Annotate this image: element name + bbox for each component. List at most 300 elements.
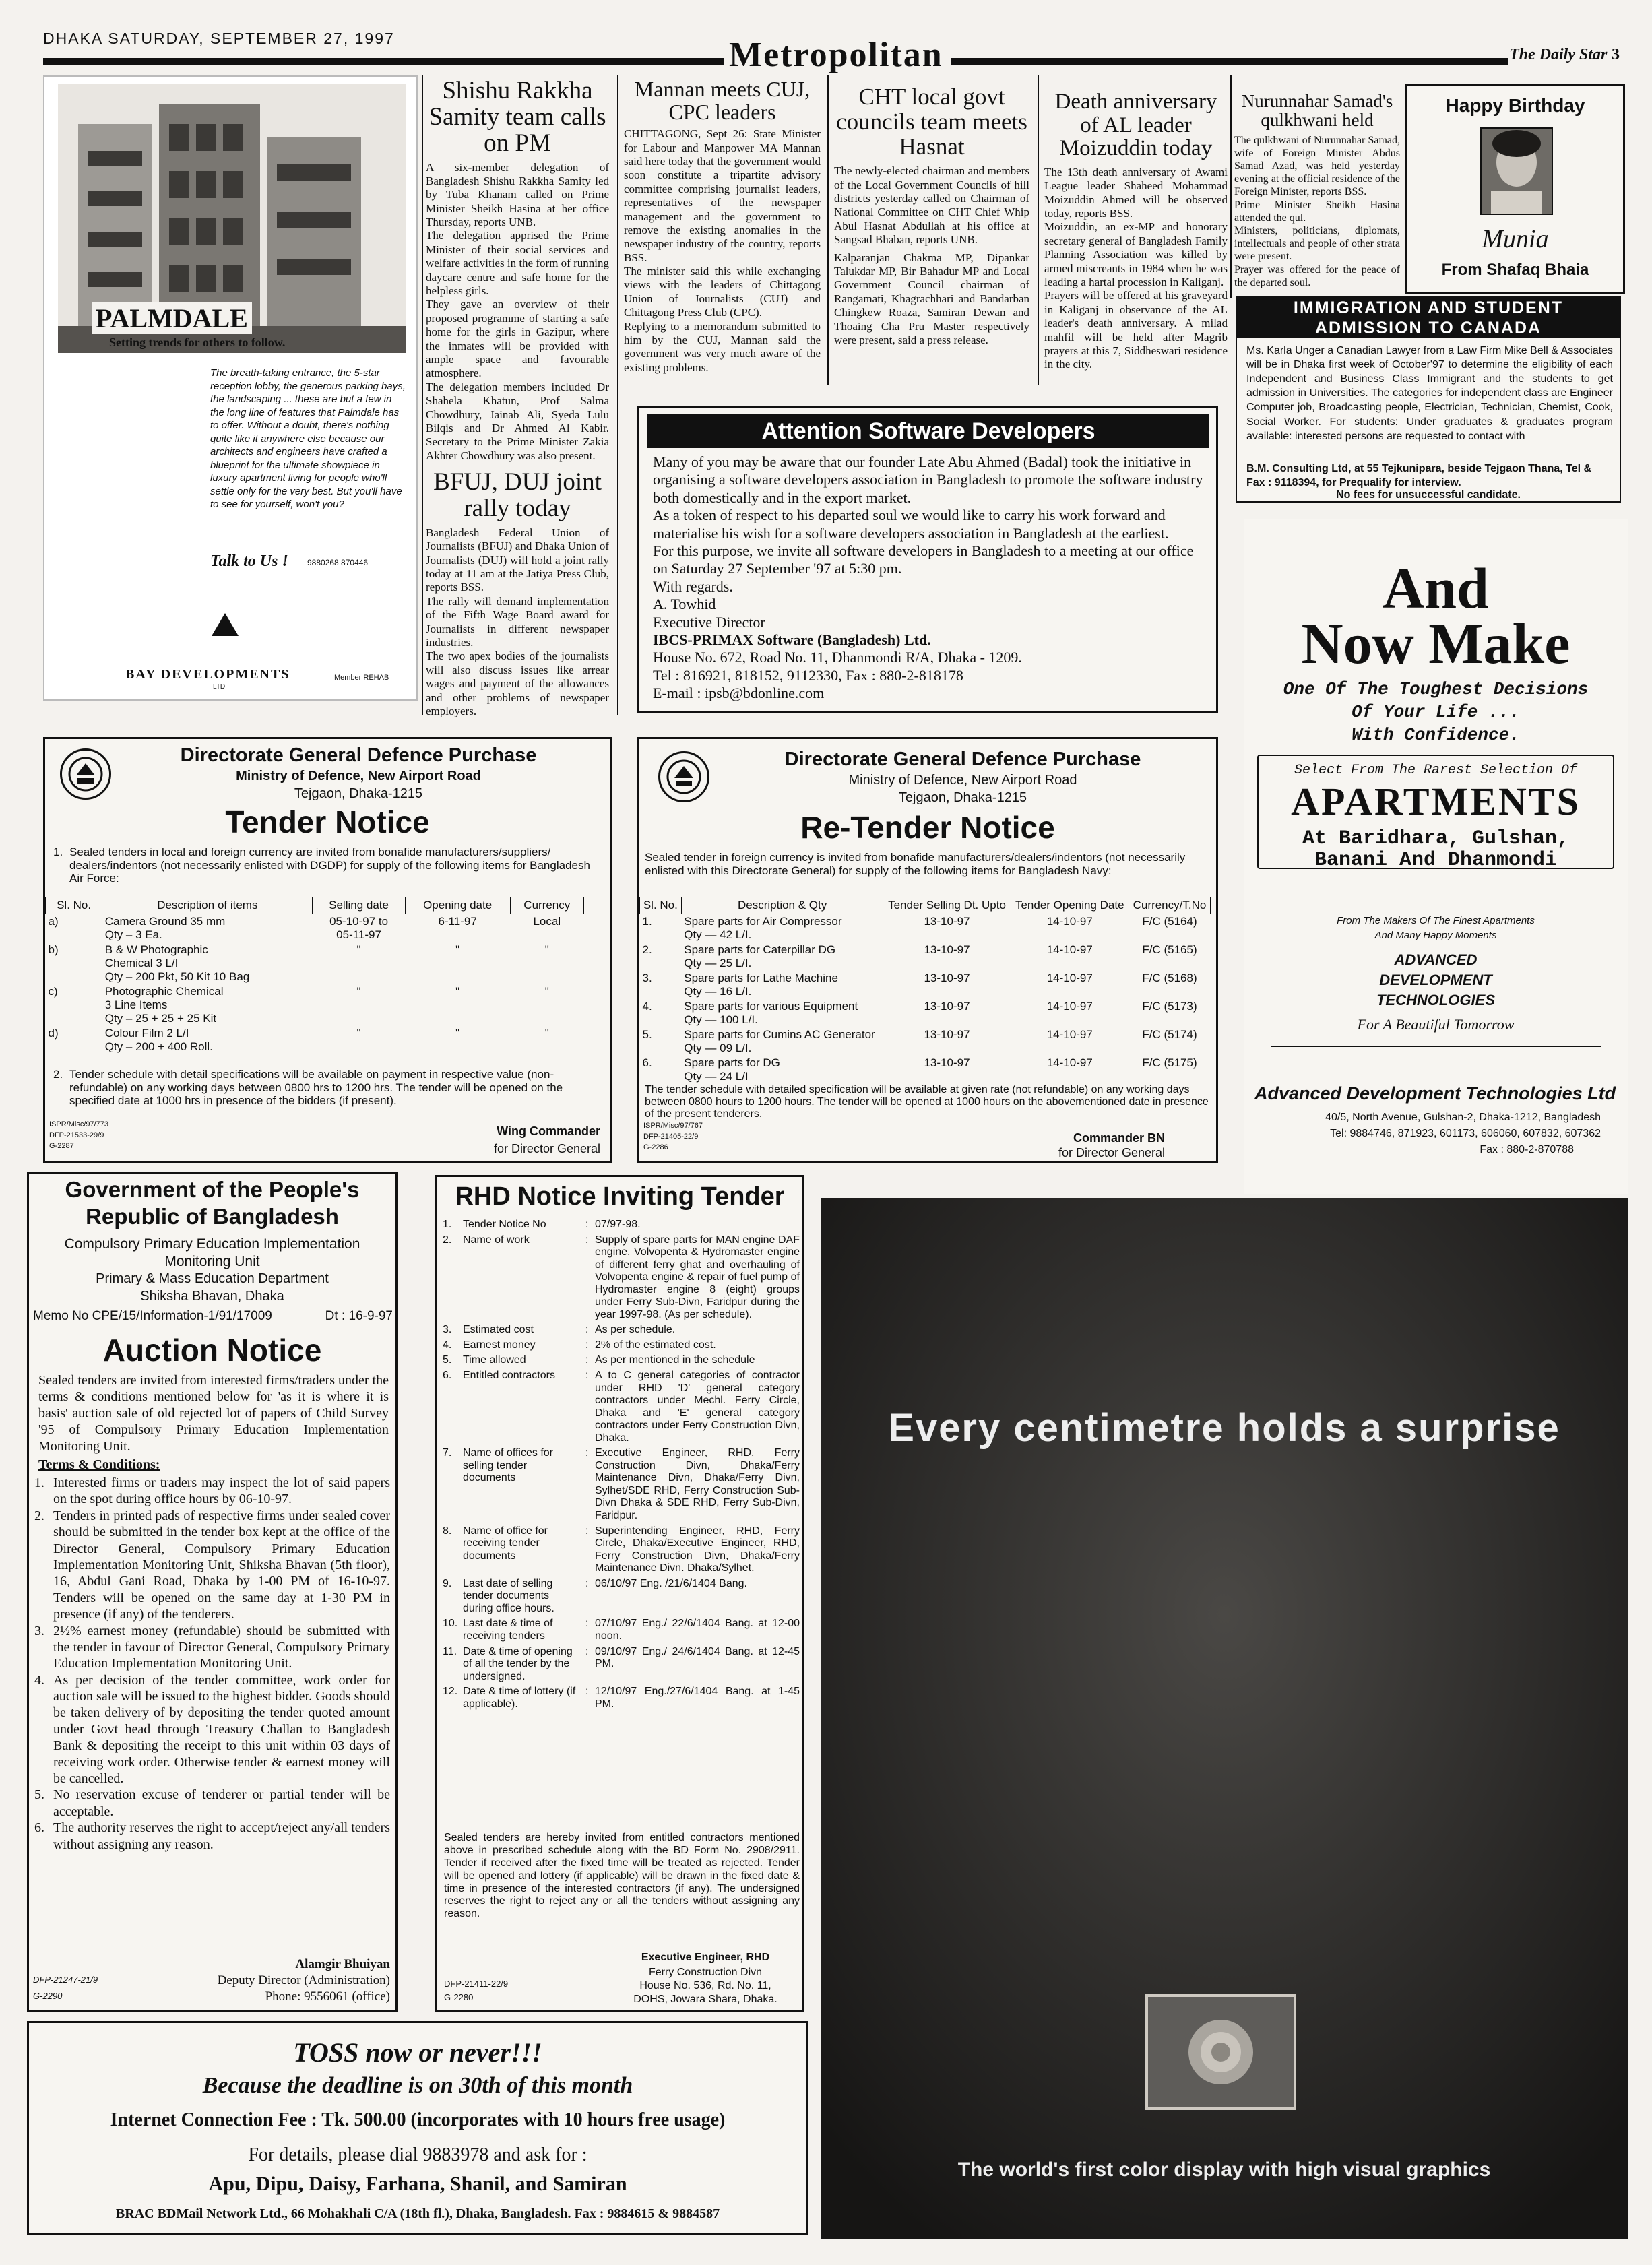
birthday-name: Munia bbox=[1482, 225, 1549, 253]
rhd-row-colon: : bbox=[585, 1618, 589, 1630]
toss-fee: Internet Connection Fee : Tk. 500.00 (incorporates with 10 hours free usage) bbox=[110, 2109, 726, 2130]
toss-title: TOSS now or never!!! bbox=[293, 2037, 542, 2068]
member-rehab: Member REHAB bbox=[334, 674, 389, 682]
apartments-at2: Banani And Dhanmondi bbox=[1314, 849, 1558, 872]
rhd-row-colon: : bbox=[585, 1324, 589, 1336]
rhd-row-colon: : bbox=[585, 1447, 589, 1459]
nurunnahar-headline: Nurunnahar Samad's qulkhwani held bbox=[1241, 91, 1393, 131]
flower-icon bbox=[1148, 1997, 1294, 2107]
bfuj-p3: The two apex bodies of the journalists will also discuss issues like arrear wages and payment of the allowances and other problems of newspaper employers. bbox=[426, 649, 609, 717]
tender1-cell: " bbox=[544, 943, 549, 956]
tender1-row bbox=[46, 1026, 584, 1054]
rhd-row-value: As per schedule. bbox=[595, 1324, 676, 1336]
bfuj-p1: Bangladesh Federal Union of Journalists (BFUJ) and Dhaka Union of Journalists (DUJ) will hold a joint rally today at 11 am at the Jatiya Press Club, reports BSS. bbox=[426, 525, 609, 594]
rhd-row-number: 8. bbox=[443, 1525, 452, 1537]
tender1-cell: " bbox=[455, 985, 460, 998]
rhd-ref2: G-2280 bbox=[444, 1992, 474, 2002]
attention-banner: Attention Software Developers bbox=[647, 414, 1209, 448]
tender2-note: The tender schedule with detailed specification will be available at given rate (not refundable) on any working days between 0800 hours to 1200 hours. The tender will be opened at 1000 hours on the abovementioned date in presence of the present tenderers. bbox=[645, 1084, 1209, 1120]
tender1-sign1: Wing Commander bbox=[497, 1124, 600, 1138]
rhd-row-colon: : bbox=[585, 1339, 589, 1351]
tender2-col-header: Tender Opening Date bbox=[1011, 897, 1129, 914]
auction-gov2: Republic of Bangladesh bbox=[86, 1204, 339, 1229]
rhd-row-number: 10. bbox=[443, 1618, 458, 1630]
mannan-headline: Mannan meets CUJ, CPC leaders bbox=[634, 77, 811, 124]
rhd-row bbox=[443, 1618, 800, 1642]
bfuj-headline: BFUJ, DUJ joint rally today bbox=[433, 468, 602, 522]
auction-term bbox=[34, 1508, 390, 1623]
attention-body bbox=[653, 453, 1208, 702]
tender2-cell: 14-10-97 bbox=[1046, 915, 1093, 928]
tender2-cell: 3. bbox=[642, 971, 652, 984]
tender1-notice bbox=[43, 737, 612, 1163]
tender1-cell: " bbox=[455, 943, 460, 956]
rhd-row-key: Last date & time of receiving tenders bbox=[463, 1618, 553, 1642]
tender1-cell: B & W Photographic Chemical 3 L/I Qty – 200 Pkt, 50 Kit 10 Bag bbox=[104, 943, 250, 983]
auction-term bbox=[34, 1820, 390, 1853]
tender1-cell: " bbox=[544, 985, 549, 998]
attention-p1: Many of you may be aware that our founder Late Abu Ahmed (Badal) took the initiative in organising a software developers association in Bangladesh to promote the software industry both domestically and in the export market. bbox=[653, 453, 1203, 506]
tender2-intro: Sealed tender in foreign currency is invited from bonafide manufacturers/dealers/indentors (not necessarily enlisted with this Directorate General) for supply of the following items for Bangladesh Navy: bbox=[645, 851, 1186, 877]
tender2-cell: 1. bbox=[642, 915, 652, 928]
tender1-intro: Sealed tenders in local and foreign currency are invited from bonafide manufacturers/suppliers/ dealers/indentors (not necessarily enlisted with DGDP) for supply of the following items for Bangladesh Air Force: bbox=[69, 846, 590, 885]
rhd-row-value: A to C general categories of contractor under RHD 'D' general category contractors under Mechl. Ferry Circle, Dhaka and 'E' general category contractors under Ferry Construction Divn, Dhaka. bbox=[595, 1370, 800, 1444]
adt-company: Advanced Development Technologies Ltd bbox=[1254, 1083, 1616, 1104]
auction-term-text: As per decision of the tender committee, work order for auction sale will be issued to the highest bidder. Goods should be taken delivery of by depositing the tender quoted amount under Govt head through Treasury Challan to Bangladesh Bank & depositing the receipt to this unit within 03 days of receiving work order. Otherwise tender & earnest money will be cancelled. bbox=[53, 1672, 390, 1787]
nurunnahar-p2: Prime Minister Sheikh Hasina attended the qul. bbox=[1234, 199, 1400, 224]
adt-line3: TECHNOLOGIES bbox=[1376, 992, 1495, 1009]
article-cht bbox=[834, 85, 1029, 347]
attention-title: Executive Director bbox=[653, 613, 765, 631]
cht-headline: CHT local govt councils team meets Hasnat bbox=[836, 84, 1027, 160]
rhd-sign3: House No. 536, Rd. No. 11, bbox=[639, 1980, 771, 1991]
apartments-nowmake: Now Make bbox=[1301, 611, 1570, 676]
tender2-cell: Spare parts for Caterpillar DG Qty — 25 L/I. bbox=[684, 943, 836, 969]
tender2-col-header: Tender Selling Dt. Upto bbox=[883, 897, 1011, 914]
attention-email: E-mail : ipsb@bdonline.com bbox=[653, 684, 825, 702]
masthead bbox=[0, 0, 1652, 74]
tender2-cell: 6. bbox=[642, 1056, 652, 1069]
rhd-row-number: 11. bbox=[443, 1645, 457, 1657]
tender1-ministry: Ministry of Defence, New Airport Road bbox=[236, 769, 481, 784]
auction-term bbox=[34, 1475, 390, 1508]
rhd-row bbox=[443, 1234, 800, 1322]
tender2-ref1: ISPR/Misc/97/767 bbox=[643, 1122, 703, 1130]
rhd-title: RHD Notice Inviting Tender bbox=[455, 1182, 785, 1211]
auction-sign-phone: Phone: 9556061 (office) bbox=[265, 1989, 390, 2004]
attention-p3: For this purpose, we invite all software developers in Bangladesh to a meeting at our office on Saturday 27 September '97 at 5:30 pm. bbox=[653, 542, 1194, 577]
tender1-cell: c) bbox=[48, 985, 58, 998]
auction-term-number: 6. bbox=[34, 1820, 44, 1836]
auction-title: Auction Notice bbox=[102, 1333, 322, 1368]
attention-ad bbox=[637, 406, 1218, 713]
section-title: Metropolitan bbox=[729, 36, 943, 74]
mannan-p1: CHITTAGONG, Sept 26: State Minister for Labour and Manpower MA Mannan said here today that the government would soon constitute a tripartite advisory committee comprising journalist leaders, representatives of the newspaper management and the government to remove the existing anomalies in the newspaper industry of the country, reports BSS. bbox=[624, 127, 821, 264]
rhd-row-colon: : bbox=[585, 1525, 589, 1537]
article-mannan bbox=[624, 78, 821, 375]
rhd-row-number: 6. bbox=[443, 1370, 452, 1382]
apartments-line4: Of Your Life ... bbox=[1352, 702, 1520, 722]
tender2-cell: 4. bbox=[642, 1000, 652, 1013]
death-p2: Moizuddin, an ex-MP and honorary secretary general of Bangladesh Family Planning Association was killed by armed miscreants in 1984 when he was leading a hartal procession in Kaliganj. bbox=[1044, 220, 1228, 289]
tender2-table bbox=[639, 897, 1211, 1084]
dateline: DHAKA SATURDAY, SEPTEMBER 27, 1997 bbox=[43, 30, 395, 47]
rhd-row-colon: : bbox=[585, 1645, 589, 1657]
tender1-col-header: Opening date bbox=[405, 897, 510, 914]
tender2-cell: 14-10-97 bbox=[1046, 943, 1093, 956]
tender2-cell: 13-10-97 bbox=[924, 1056, 970, 1069]
toss-company: BRAC BDMail Network Ltd., 66 Mohakhali C/A (18th fl.), Dhaka, Bangladesh. Fax : 9884615 & 9884587 bbox=[115, 2206, 720, 2221]
rhd-row bbox=[443, 1447, 800, 1522]
rhd-row-value: 07/97-98. bbox=[595, 1219, 641, 1230]
rhd-row-number: 9. bbox=[443, 1577, 452, 1589]
rhd-row-number: 2. bbox=[443, 1234, 452, 1246]
adt-tagline: For A Beautiful Tomorrow bbox=[1357, 1016, 1515, 1033]
attention-p2: As a token of respect to his departed soul we would like to carry his work forward and materialise his wish for a software developers association in Bangladesh at the earliest. bbox=[653, 507, 1169, 542]
tender2-cell: 13-10-97 bbox=[924, 943, 970, 956]
palmdale-talk: Talk to Us ! bbox=[210, 552, 288, 570]
tender2-row bbox=[640, 914, 1211, 943]
apartments-makers2: And Many Happy Moments bbox=[1374, 930, 1497, 941]
immigration-ad bbox=[1236, 296, 1621, 503]
tender2-table-header bbox=[640, 897, 1211, 914]
auction-term bbox=[34, 1787, 390, 1820]
tender2-cell: 14-10-97 bbox=[1046, 1000, 1093, 1013]
tender1-cell: 05-10-97 to 05-11-97 bbox=[329, 915, 389, 941]
tender2-cell: 13-10-97 bbox=[924, 1028, 970, 1041]
auction-unit2: Monitoring Unit bbox=[164, 1254, 260, 1269]
mannan-p3: Replying to a memorandum submitted to him by the CUJ, Mannan said the government was very much aware of the existing problems. bbox=[624, 319, 821, 374]
tender2-cell: F/C (5165) bbox=[1142, 943, 1197, 956]
tender1-cell: Local bbox=[533, 915, 561, 928]
tender1-cell: " bbox=[356, 1027, 361, 1040]
rhd-sign1: Executive Engineer, RHD bbox=[641, 1952, 770, 1963]
rhd-row-colon: : bbox=[585, 1234, 589, 1246]
adt-line2: DEVELOPMENT bbox=[1379, 971, 1492, 988]
masthead-rule-left bbox=[43, 58, 724, 65]
nurunnahar-p3: Ministers, politicians, diplomats, intellectuals and people of other strata were present. bbox=[1234, 225, 1400, 263]
rhd-row-key: Earnest money bbox=[463, 1339, 536, 1351]
display-footer: The world's first color display with high visual graphics bbox=[957, 2159, 1491, 2181]
auction-term-text: Tenders in printed pads of respective firms under sealed cover should be submitted in the tender box kept at the office of the Director General, Compulsory Primary Education Implementation Monitoring Unit, Shiksha Bhavan (5th floor), 16, Abdul Gani Road, Dhaka by 1-00 PM of 16-10-97. Tenders will be opened on the same day at 1-30 PM in presence (if any) of the tenderers. bbox=[53, 1508, 390, 1622]
attention-company: IBCS-PRIMAX Software (Bangladesh) Ltd. bbox=[653, 631, 931, 648]
mannan-p2: The minister said this while exchanging views with the leaders of Chittagong Union of Journalists (CUJ) and Chittagong Press Club (CPC). bbox=[624, 265, 821, 319]
tender1-note: Tender schedule with detail specifications will be available on payment in respective value (non-refundable) on any working days between 0800 hrs to 1200 hrs. The tender will be opened on the specified date at 1000 hrs in presence of the bidders (if present). bbox=[69, 1068, 563, 1108]
birthday-title: Happy Birthday bbox=[1445, 95, 1585, 116]
tender2-ref3: G-2286 bbox=[643, 1143, 668, 1151]
tender1-ref2: DFP-21533-29/9 bbox=[49, 1131, 104, 1139]
tender1-row bbox=[46, 943, 584, 984]
tender2-title: Re-Tender Notice bbox=[800, 810, 1055, 845]
rhd-row-key: Entitled contractors bbox=[463, 1370, 555, 1382]
palmdale-text: The breath-taking entrance, the 5-star reception lobby, the generous parking bays, the landscaping ... these are but a few in the long line of features that Palmdale has to offer. Without a doubt, there's nothing quite like it anywhere else because our architects and engineers have crafted a blueprint for the ultimate showpiece in luxury apartment living for people who'll settle only for the very best. But you'll have to see for yourself, won't you? bbox=[210, 367, 406, 510]
tender2-cell: Spare parts for DG Qty — 24 L/I bbox=[684, 1056, 780, 1083]
tender1-cell: " bbox=[356, 985, 361, 998]
tender2-col-header: Currency/T.No bbox=[1129, 897, 1210, 914]
apartments-at1: At Baridhara, Gulshan, bbox=[1302, 827, 1570, 850]
tender1-cell: 6-11-97 bbox=[438, 915, 477, 928]
adt-tel: Tel: 9884746, 871923, 601173, 606060, 607832, 607362 bbox=[1330, 1128, 1601, 1139]
col-rule-2 bbox=[617, 75, 618, 715]
birthday-ad bbox=[1405, 84, 1625, 294]
auction-term bbox=[34, 1672, 390, 1787]
tender1-cell: Camera Ground 35 mm Qty – 3 Ea. bbox=[104, 915, 226, 941]
tender2-cell: F/C (5175) bbox=[1142, 1056, 1197, 1069]
tender1-cell: a) bbox=[48, 915, 59, 928]
auction-term-text: 2½% earnest money (refundable) should be submitted with the tender in favour of Director General, Compulsory Primary Education Implementation Monitoring Unit. bbox=[53, 1623, 390, 1671]
tender1-note-num: 2. bbox=[53, 1068, 63, 1081]
shishu-p2: The delegation apprised the Prime Minister of their social services and welfare activities in the form of running daycare centre and safe home for the helpless girls. bbox=[426, 229, 609, 298]
rhd-row-value: Supply of spare parts for MAN engine DAF engine, Volvopenta & Hydromaster engine of different ferry ghat and overhauling of Volvopenta engine & repair of fuel pump of Hydromaster engine 8 (eight) groups under Ferry Sub-Divn, Faridpur during the year 1997-98. (As per schedule). bbox=[595, 1234, 800, 1320]
auction-term bbox=[34, 1623, 390, 1672]
rhd-row-colon: : bbox=[585, 1219, 589, 1230]
rhd-notice bbox=[435, 1175, 804, 2012]
apartments-line3: One Of The Toughest Decisions bbox=[1283, 679, 1589, 699]
tender1-table-body bbox=[46, 914, 584, 1055]
attention-address: House No. 672, Road No. 11, Dhanmondi R/A, Dhaka - 1209. bbox=[653, 649, 1022, 666]
col-rule-3 bbox=[827, 75, 829, 385]
apartments-and: And bbox=[1383, 556, 1489, 620]
rhd-row-value: As per mentioned in the schedule bbox=[595, 1354, 755, 1366]
tender2-sign1: Commander BN bbox=[1073, 1131, 1165, 1145]
rhd-row-key: Name of offices for selling tender documents bbox=[463, 1447, 553, 1484]
tender2-cell: 13-10-97 bbox=[924, 915, 970, 928]
tender1-ref1: ISPR/Misc/97/773 bbox=[49, 1120, 109, 1128]
shishu-headline: Shishu Rakkha Samity team calls on PM bbox=[428, 77, 606, 157]
tender2-crest-icon bbox=[658, 751, 709, 802]
bay-ltd: LTD bbox=[213, 683, 226, 691]
auction-notice bbox=[27, 1172, 398, 2012]
tender2-table-wrap bbox=[639, 897, 1211, 1084]
tender2-cell: Spare parts for Air Compressor Qty — 42 L/I. bbox=[684, 915, 842, 941]
tender2-cell: Spare parts for Cumins AC Generator Qty — 09 L/I. bbox=[684, 1028, 875, 1054]
article-shishu bbox=[426, 78, 609, 718]
rhd-row-key: Tender Notice No bbox=[463, 1219, 546, 1230]
bay-developments: BAY DEVELOPMENTS bbox=[125, 667, 290, 682]
apartments-panel bbox=[1257, 755, 1614, 872]
auction-term-text: No reservation excuse of tenderer or partial tender will be acceptable. bbox=[53, 1787, 390, 1819]
rhd-row bbox=[443, 1578, 800, 1616]
tender2-col-header: Sl. No. bbox=[640, 897, 682, 914]
toss-details: For details, please dial 9883978 and ask for : bbox=[248, 2144, 587, 2165]
rhd-row bbox=[443, 1525, 800, 1575]
rhd-row-key: Last date of selling tender documents during office hours. bbox=[463, 1577, 554, 1614]
rhd-row-key: Estimated cost bbox=[463, 1324, 534, 1336]
auction-term-number: 2. bbox=[34, 1508, 44, 1523]
tender2-col-header: Description & Qty bbox=[681, 897, 883, 914]
auction-terms-title: Terms & Conditions: bbox=[38, 1457, 160, 1472]
article-death bbox=[1044, 90, 1228, 372]
tender2-row bbox=[640, 971, 1211, 999]
birthday-from: From Shafaq Bhaia bbox=[1441, 261, 1589, 279]
apartments-word: APARTMENTS bbox=[1291, 779, 1581, 823]
auction-term-text: Interested firms or traders may inspect the lot of said papers on the spot during office hours by 06-10-97. bbox=[53, 1475, 390, 1507]
rhd-row-value: 09/10/97 Eng./ 24/6/1404 Bang. at 12-45 PM. bbox=[595, 1645, 800, 1670]
rhd-row-number: 7. bbox=[443, 1447, 452, 1459]
tender2-table-body bbox=[640, 914, 1211, 1085]
tender1-ref3: G-2287 bbox=[49, 1142, 74, 1150]
tender2-row bbox=[640, 943, 1211, 971]
tender2-cell: 5. bbox=[642, 1028, 652, 1041]
rhd-row-number: 4. bbox=[443, 1339, 452, 1351]
rhd-row-colon: : bbox=[585, 1577, 589, 1589]
rhd-row bbox=[443, 1686, 800, 1711]
rhd-rows bbox=[443, 1219, 800, 1713]
tender2-ministry: Ministry of Defence, New Airport Road bbox=[848, 773, 1077, 788]
col-rule-1 bbox=[422, 75, 423, 715]
tender2-cell: F/C (5173) bbox=[1142, 1000, 1197, 1013]
display-ad bbox=[821, 1198, 1628, 2239]
tender1-cell: " bbox=[356, 943, 361, 956]
portrait-icon bbox=[1482, 129, 1552, 214]
tender2-cell: Spare parts for Lathe Machine Qty — 16 L/I. bbox=[684, 971, 838, 998]
rhd-row-value: 2% of the estimated cost. bbox=[595, 1339, 716, 1351]
apartments-makers1: From The Makers Of The Finest Apartments bbox=[1337, 915, 1535, 926]
tender1-crest-icon bbox=[60, 748, 111, 800]
rhd-row-key: Date & time of opening of all the tender by the undersigned. bbox=[463, 1645, 573, 1682]
tender2-place: Tejgaon, Dhaka-1215 bbox=[898, 790, 1027, 805]
page-number: 3 bbox=[1612, 46, 1620, 63]
rhd-row-value: 12/10/97 Eng./27/6/1404 Bang. at 1-45 PM. bbox=[595, 1686, 800, 1710]
rhd-row bbox=[443, 1219, 800, 1232]
tender2-notice bbox=[637, 737, 1218, 1163]
auction-term-number: 3. bbox=[34, 1623, 44, 1638]
tender1-row bbox=[46, 984, 584, 1026]
tender2-cell: 14-10-97 bbox=[1046, 1056, 1093, 1069]
palmdale-phones: 9880268 870446 bbox=[307, 558, 369, 567]
tender2-org: Directorate General Defence Purchase bbox=[784, 748, 1141, 770]
auction-gov1: Government of the People's bbox=[65, 1177, 360, 1202]
apartments-line5: With Confidence. bbox=[1352, 725, 1520, 745]
tender1-col-header: Sl. No. bbox=[46, 897, 102, 914]
tender1-intro-num: 1. bbox=[53, 846, 63, 858]
tender1-row bbox=[46, 914, 584, 943]
auction-unit3: Primary & Mass Education Department bbox=[96, 1271, 329, 1286]
rhd-row-number: 1. bbox=[443, 1219, 452, 1230]
apartments-ad bbox=[1244, 519, 1628, 1194]
tender1-cell: d) bbox=[48, 1027, 59, 1040]
tender1-col-header: Description of items bbox=[102, 897, 313, 914]
rhd-row-key: Date & time of lottery (if applicable). bbox=[463, 1686, 576, 1710]
tender1-cell: Photographic Chemical 3 Line Items Qty – 25 + 25 + 25 Kit bbox=[104, 985, 224, 1025]
death-p1: The 13th death anniversary of Awami League leader Shaheed Mohammad Moizuddin Ahmed will be observed today, reports BSS. bbox=[1044, 165, 1228, 220]
auction-sign-title: Deputy Director (Administration) bbox=[217, 1973, 390, 1987]
auction-ref1: DFP-21247-21/9 bbox=[33, 1975, 98, 1985]
toss-ad bbox=[27, 2021, 808, 2235]
rhd-row-colon: : bbox=[585, 1686, 589, 1698]
paper-name: The Daily Star bbox=[1509, 46, 1608, 63]
tender2-row bbox=[640, 999, 1211, 1027]
tender1-table-wrap bbox=[45, 897, 584, 1054]
tender2-row bbox=[640, 1027, 1211, 1056]
rhd-row-value: 07/10/97 Eng./ 22/6/1404 Bang. at 12-00 noon. bbox=[595, 1618, 800, 1642]
rhd-row-value: Superintending Engineer, RHD, Ferry Circle, Dhaka/Executive Engineer, RHD, Ferry Construction Divn, Dhaka/Ferry Maintenance Divn. Dhaka/Sylhet. bbox=[595, 1525, 800, 1574]
immigration-title-2: ADMISSION TO CANADA bbox=[1314, 319, 1542, 338]
rhd-row-key: Name of work bbox=[463, 1234, 530, 1246]
auction-sign-name: Alamgir Bhuiyan bbox=[295, 1957, 390, 1971]
tender2-ref2: DFP-21405-22/9 bbox=[643, 1132, 699, 1141]
tender2-cell: 13-10-97 bbox=[924, 1000, 970, 1013]
shishu-p3: They gave an overview of their proposed programme of starting a safe home for the girls in Gazipur, where the inmates will be provided with ample space and favourable atmosphere. bbox=[426, 298, 609, 380]
palmdale-tagline: Setting trends for others to follow. bbox=[109, 336, 286, 349]
display-screen bbox=[1145, 1994, 1296, 2110]
auction-date: Dt : 16-9-97 bbox=[325, 1309, 393, 1323]
rhd-row-value: 06/10/97 Eng. /21/6/1404 Bang. bbox=[595, 1577, 747, 1589]
immigration-title-1: IMMIGRATION AND STUDENT bbox=[1293, 298, 1564, 317]
adt-address: 40/5, North Avenue, Gulshan-2, Dhaka-1212, Bangladesh bbox=[1325, 1112, 1601, 1123]
tender1-place: Tejgaon, Dhaka-1215 bbox=[294, 786, 423, 801]
tender2-cell: Spare parts for various Equipment Qty — 100 L/I. bbox=[684, 1000, 858, 1026]
tender1-title: Tender Notice bbox=[225, 804, 430, 839]
rhd-sign4: DOHS, Jowara Shara, Dhaka. bbox=[633, 1993, 777, 2005]
col-rule-5 bbox=[1230, 75, 1232, 298]
attention-tel: Tel : 816921, 818152, 9112330, Fax : 880-2-818178 bbox=[653, 666, 963, 684]
immigration-body: Ms. Karla Unger a Canadian Lawyer from a Law Firm Mike Bell & Associates will be in Dhaka first week of October'97 to determine the eligibility of each Independent and Business Class Immigrant and the students to get admission in Universities. The categories for independent class are Engineer Computer job, Broadcasting people, Electrician, Technician, Chemist, Cook, Social Worker. For students: Under graduates & graduates program available: interested persons are requested to contact with bbox=[1246, 345, 1613, 442]
tender1-cell: Colour Film 2 L/I Qty – 200 + 400 Roll. bbox=[104, 1027, 213, 1053]
rhd-sign2: Ferry Construction Divn bbox=[648, 1967, 763, 1978]
rhd-row bbox=[443, 1370, 800, 1444]
tender2-sign2: for Director General bbox=[1058, 1146, 1165, 1159]
display-headline: Every centimetre holds a surprise bbox=[888, 1406, 1560, 1450]
immigration-contact: B.M. Consulting Ltd, at 55 Tejkunipara, beside Tejgaon Thana, Tel & Fax : 9118394, for Prequalify for interview. bbox=[1246, 463, 1592, 488]
rhd-row-colon: : bbox=[585, 1354, 589, 1366]
tender2-cell: F/C (5168) bbox=[1142, 971, 1197, 984]
nurunnahar-p4: Prayer was offered for the peace of the departed soul. bbox=[1234, 263, 1400, 288]
bay-logo-icon bbox=[212, 613, 239, 636]
auction-intro: Sealed tenders are invited from interested firms/traders under the terms & conditions mentioned below for 'as it is where it is basis' auction sale of old rejected lot of papers of Child Survey '95 of Compulsory Primary Education Implementation Monitoring Unit. bbox=[38, 1373, 389, 1454]
bfuj-p2: The rally will demand implementation of the Fifth Wage Board award for Journalists in different newspaper industries. bbox=[426, 594, 609, 649]
cht-p1: The newly-elected chairman and members of the Local Government Councils of hill districts yesterday called on Chairman of National Committee on CHT Chief Whip Abul Hasnat Abdullah at his office at Sangsad Bhaban, reports UNB. bbox=[834, 164, 1029, 247]
adt-line1: ADVANCED bbox=[1394, 951, 1478, 968]
rhd-row-number: 12. bbox=[443, 1686, 458, 1698]
rhd-row-key: Time allowed bbox=[463, 1354, 526, 1366]
auction-memo: Memo No CPE/15/Information-1/91/17009 bbox=[33, 1309, 272, 1323]
cht-p2: Kalparanjan Chakma MP, Dipankar Talukdar MP, Bir Bahadur MP and Local Government Council chairman of Rangamati, Khagrachhari and Bandarban Chingkew Roaza, Samiran Dewan and Thoaing Cha Pru Master respectively were present, said a press release. bbox=[834, 251, 1029, 346]
palmdale-brand: PALMDALE bbox=[92, 302, 252, 334]
rhd-row-number: 5. bbox=[443, 1354, 452, 1366]
rhd-ref1: DFP-21411-22/9 bbox=[444, 1979, 509, 1989]
immigration-banner bbox=[1237, 298, 1620, 338]
auction-term-number: 5. bbox=[34, 1787, 44, 1803]
nurunnahar-p1: The qulkhwani of Nurunnahar Samad, wife of Foreign Minister Abdus Samad Azad, was held yesterday evening at the official residence of the Foreign Minister, reports BSS. bbox=[1234, 134, 1400, 198]
toss-deadline: Because the deadline is on 30th of this month bbox=[202, 2073, 633, 2098]
rhd-row bbox=[443, 1324, 800, 1337]
tender1-table bbox=[45, 897, 584, 1054]
tender2-cell: 14-10-97 bbox=[1046, 1028, 1093, 1041]
tender1-org: Directorate General Defence Purchase bbox=[180, 744, 537, 766]
tender2-cell: F/C (5174) bbox=[1142, 1028, 1197, 1041]
immigration-fees: No fees for unsuccessful candidate. bbox=[1336, 489, 1521, 501]
tender1-cell: b) bbox=[48, 943, 59, 956]
rhd-row-number: 3. bbox=[443, 1324, 452, 1336]
auction-terms bbox=[34, 1475, 390, 1853]
death-headline: Death anniversary of AL leader Moizuddin today bbox=[1054, 90, 1217, 161]
tender2-row bbox=[640, 1056, 1211, 1084]
shishu-p4: The delegation members included Dr Shahela Khatun, Prof Salma Chowdhury, Jainab Ali, Syeda Lulu Bilqis and Dr Ahmed Al Kabir. Secretary to the Prime Minister Zakia Akhter Chowdhury was also present. bbox=[426, 380, 609, 462]
tender1-sign2: for Director General bbox=[493, 1142, 600, 1155]
tender2-cell: F/C (5164) bbox=[1142, 915, 1197, 928]
adt-rule bbox=[1271, 1046, 1601, 1047]
rhd-row-colon: : bbox=[585, 1370, 589, 1382]
auction-unit4: Shiksha Bhavan, Dhaka bbox=[140, 1289, 284, 1304]
auction-term-text: The authority reserves the right to accept/reject any/all tenders without assigning any reason. bbox=[53, 1820, 390, 1852]
apartments-select: Select From The Rarest Selection Of bbox=[1294, 763, 1578, 778]
tender2-cell: 2. bbox=[642, 943, 652, 956]
tender1-table-header bbox=[46, 897, 584, 914]
rhd-row-value: Executive Engineer, RHD, Ferry Construction Divn, Dhaka/Ferry Maintenance Divn, Dhaka/Ferry Divn, Sylhet/SDE RHD, Ferry Construction Sub-Divn Dhaka & SDE RHD, Ferry Sub-Divn, Faridpur. bbox=[595, 1447, 800, 1522]
tender1-cell: " bbox=[455, 1027, 460, 1040]
auction-term-number: 1. bbox=[34, 1475, 44, 1490]
